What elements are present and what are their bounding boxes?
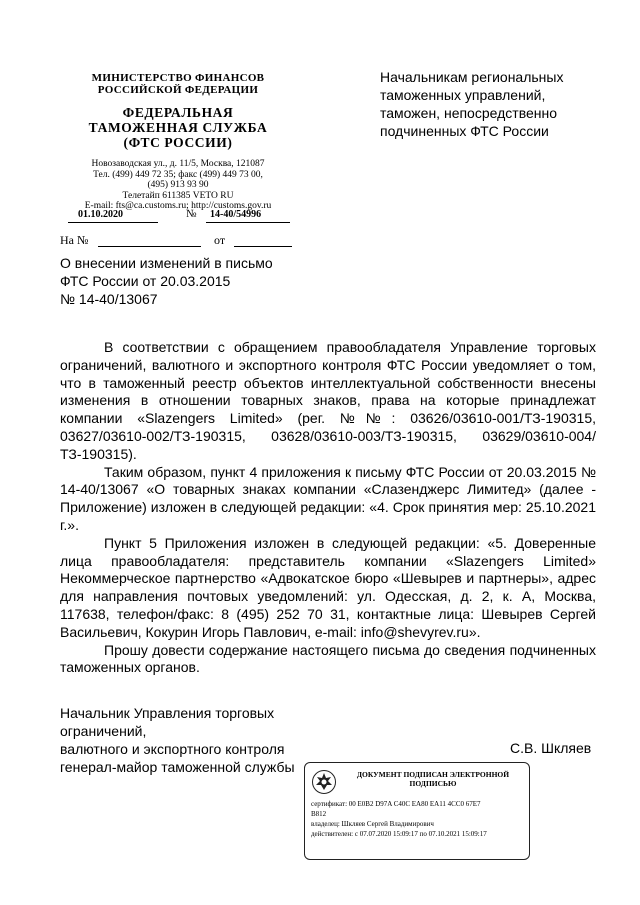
signatory-title-line1: Начальник Управления торговых ограничений,: [60, 705, 275, 739]
addressee-line3: таможен, непосредственно: [380, 105, 558, 121]
subject-line1: О внесении изменений в письмо: [60, 255, 273, 271]
subject: [60, 254, 340, 308]
stamp-validity: действителен: с 07.07.2020 15:09:17 по 07.10.2021 15:09:17: [311, 830, 487, 838]
addressee-line1: Начальникам региональных: [380, 69, 564, 85]
addressee-line4: подчиненных ФТС России: [380, 123, 549, 139]
signatory-title-line3: генерал-майор таможенной службы: [60, 759, 295, 775]
signer-name: С.В. Шкляев: [510, 740, 592, 756]
stamp-title-line1: ДОКУМЕНТ ПОДПИСАН ЭЛЕКТРОННОЙ: [356, 770, 510, 779]
subject-line3: № 14-40/13067: [60, 291, 158, 307]
contact-phone-cont: (495) 913 93 90: [147, 180, 209, 190]
service-name-line1: ФЕДЕРАЛЬНАЯ: [122, 105, 234, 120]
service-name: [58, 105, 298, 150]
contact-teletype: Телетайп 611385 VETO RU: [122, 190, 234, 201]
on-number-label: На №: [60, 233, 89, 247]
reference-number: 14-40/54996: [210, 209, 262, 220]
ministry-name-line1: МИНИСТЕРСТВО ФИНАНСОВ: [91, 72, 265, 84]
contact-address: Новозаводская ул., д. 11/5, Москва, 121087: [91, 159, 265, 169]
number-sign: №: [186, 208, 197, 220]
contact-phone: Тел. (499) 449 72 35; факс (499) 449 73 00,: [93, 169, 263, 180]
from-blank: [234, 246, 292, 247]
body-paragraph-4: Прошу довести содержание настоящего письма до сведения подчиненных таможенных органов.: [60, 641, 596, 676]
signatory-title-line2: валютного и экспортного контроля: [60, 741, 285, 757]
stamp-owner: владелец: Шкляев Сергей Владимирович: [311, 820, 434, 828]
body-paragraph-3: Пункт 5 Приложения изложен в следующей редакции: «5. Доверенные лица правообладателя: представитель компании «Slazengers Limited» Некоммерческое партнерство «Адвокатское бюро «Шевырев и партнеры», адрес для направления почтовых уведомлений: ул. Одесская, д. 2, к. А, Москва, 117638, телефон/факс: 8 (495) 252 70 31, контактные лица: Шевырев Сергей Васильевич, Кокурин Игорь Павлович, e-mail: info@shevyrev.ru».: [60, 534, 596, 640]
contact-email: E-mail: fts@ca.customs.ru; http://customs.gov.ru: [84, 201, 272, 211]
addressee-line2: таможенных управлений,: [380, 87, 546, 103]
body-paragraph-1: В соответствии с обращением правообладателя Управление торговых ограничений, валютного и экспортного контроля ФТС России уведомляет о том, что в таможенный реестр объектов интеллектуальной собственности внесены изменения в отношении товарных знаков, права на которые принадлежат компании «Slazengers Limited» (рег. №№: 03626/03610-001/ТЗ-190315, 03627/03610-002/ТЗ-190315, 03628/03610-003/ТЗ-190315, 03629/03610-004/ТЗ-190315).: [60, 339, 596, 462]
contact-block: [58, 159, 298, 212]
addressee: [380, 68, 600, 140]
number-underline: [206, 222, 290, 223]
body-paragraph-2: Таким образом, пункт 4 приложения к письму ФТС России от 20.03.2015 № 14-40/13067 «О товарных знаках компании «Слазенджерс Лимитед» (далее - Приложение) изложен в следующей редакции: «4. Срок принятия мер: 25.10.2021 г.».: [60, 463, 596, 533]
e-signature-stamp: [304, 762, 530, 860]
subject-line2: ФТС России от 20.03.2015: [60, 273, 231, 289]
stamp-certificate-cont: B812: [311, 810, 327, 818]
from-label: от: [214, 233, 226, 247]
stamp-certificate: сертификат: 00 E0B2 D97A C40C EA80 EA11 4CC0 67E7: [311, 800, 481, 808]
on-number-blank: [98, 246, 201, 247]
stamp-title: [341, 770, 525, 788]
reference-date: 01.10.2020: [78, 209, 123, 220]
letterhead: [58, 72, 298, 212]
ministry-name-line2: РОССИЙСКОЙ ФЕДЕРАЦИИ: [97, 84, 259, 96]
service-name-line3: (ФТС РОССИИ): [123, 135, 233, 150]
service-name-line2: ТАМОЖЕННАЯ СЛУЖБА: [88, 120, 268, 135]
emblem-icon: [311, 769, 337, 795]
stamp-details: [311, 799, 525, 839]
date-underline: [68, 222, 158, 223]
stamp-title-line2: ПОДПИСЬЮ: [409, 779, 457, 788]
letter-body: [60, 339, 596, 677]
